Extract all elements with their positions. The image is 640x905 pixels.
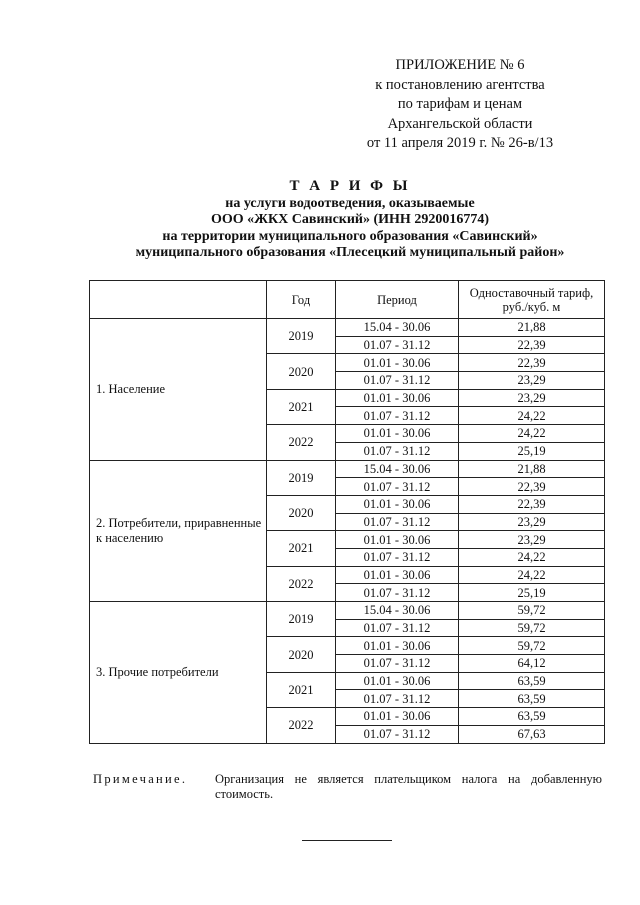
tariff-cell: 21,88	[459, 319, 605, 337]
period-cell: 01.07 - 31.12	[336, 655, 459, 673]
year-cell: 2021	[267, 389, 336, 424]
year-cell: 2022	[267, 425, 336, 460]
year-cell: 2021	[267, 672, 336, 707]
period-cell: 01.01 - 30.06	[336, 425, 459, 443]
year-cell: 2019	[267, 602, 336, 637]
tariff-cell: 22,39	[459, 495, 605, 513]
period-cell: 01.07 - 31.12	[336, 372, 459, 390]
tariff-cell: 23,29	[459, 372, 605, 390]
period-cell: 15.04 - 30.06	[336, 319, 459, 337]
year-cell: 2022	[267, 566, 336, 601]
tariff-cell: 59,72	[459, 619, 605, 637]
period-cell: 01.01 - 30.06	[336, 672, 459, 690]
appendix-line-resolution: к постановлению агентства	[375, 76, 545, 93]
appendix-line-region: Архангельской области	[387, 115, 533, 132]
note-label: Примечание.	[93, 772, 188, 786]
period-cell: 01.07 - 31.12	[336, 725, 459, 743]
tariff-cell: 23,29	[459, 389, 605, 407]
period-cell: 01.01 - 30.06	[336, 495, 459, 513]
table-row	[90, 319, 605, 337]
period-cell: 01.01 - 30.06	[336, 389, 459, 407]
tariff-cell: 22,39	[459, 336, 605, 354]
year-cell: 2022	[267, 708, 336, 743]
tariff-cell: 63,59	[459, 690, 605, 708]
period-cell: 01.07 - 31.12	[336, 619, 459, 637]
title-line-service: на услуги водоотведения, оказываемые	[225, 195, 475, 211]
header-year: Год	[267, 281, 336, 319]
category-cell: 1. Население	[90, 319, 267, 461]
period-cell: 15.04 - 30.06	[336, 460, 459, 478]
period-cell: 15.04 - 30.06	[336, 602, 459, 620]
table-row	[90, 460, 605, 478]
tariff-cell: 24,22	[459, 566, 605, 584]
tariff-table	[89, 280, 605, 744]
period-cell: 01.07 - 31.12	[336, 442, 459, 460]
year-cell: 2019	[267, 319, 336, 354]
appendix-header	[340, 56, 580, 154]
period-cell: 01.07 - 31.12	[336, 690, 459, 708]
tariff-cell: 63,59	[459, 672, 605, 690]
tariff-cell: 24,22	[459, 425, 605, 443]
category-cell: 3. Прочие потребители	[90, 602, 267, 744]
header-category	[90, 281, 267, 319]
document-title	[60, 178, 640, 262]
tariff-table-body	[90, 281, 605, 744]
tariff-cell: 21,88	[459, 460, 605, 478]
year-cell: 2021	[267, 531, 336, 566]
category-cell: 2. Потребители, приравненные к населению	[90, 460, 267, 602]
tariff-cell: 25,19	[459, 584, 605, 602]
year-cell: 2020	[267, 354, 336, 389]
appendix-line-agency: по тарифам и ценам	[397, 96, 523, 112]
table-header-row	[90, 281, 605, 319]
tariff-cell: 22,39	[459, 354, 605, 372]
tariff-cell: 59,72	[459, 637, 605, 655]
tariff-cell: 25,19	[459, 442, 605, 460]
tariff-cell: 59,72	[459, 602, 605, 620]
year-cell: 2020	[267, 637, 336, 672]
tariff-cell: 64,12	[459, 655, 605, 673]
period-cell: 01.07 - 31.12	[336, 513, 459, 531]
year-cell: 2019	[267, 460, 336, 495]
table-row	[90, 602, 605, 620]
period-cell: 01.01 - 30.06	[336, 637, 459, 655]
title-line-company: ООО «ЖКХ Савинский» (ИНН 2920016774)	[211, 212, 489, 227]
period-cell: 01.01 - 30.06	[336, 566, 459, 584]
tariff-cell: 67,63	[459, 725, 605, 743]
appendix-number: ПРИЛОЖЕНИЕ № 6	[395, 57, 525, 73]
title-heading: Т А Р И Ф Ы	[289, 178, 411, 194]
tariff-cell: 24,22	[459, 407, 605, 425]
appendix-line-date: от 11 апреля 2019 г. № 26-в/13	[366, 135, 554, 151]
period-cell: 01.01 - 30.06	[336, 708, 459, 726]
period-cell: 01.01 - 30.06	[336, 354, 459, 372]
period-cell: 01.07 - 31.12	[336, 478, 459, 496]
period-cell: 01.07 - 31.12	[336, 407, 459, 425]
period-cell: 01.01 - 30.06	[336, 531, 459, 549]
period-cell: 01.07 - 31.12	[336, 548, 459, 566]
tariff-cell: 22,39	[459, 478, 605, 496]
period-cell: 01.07 - 31.12	[336, 584, 459, 602]
tariff-cell: 23,29	[459, 513, 605, 531]
bottom-divider	[302, 840, 392, 841]
tariff-cell: 63,59	[459, 708, 605, 726]
note-text: Организация не является плательщиком налога на добавленную стоимость.	[215, 772, 602, 801]
tariff-cell: 23,29	[459, 531, 605, 549]
tariff-cell: 24,22	[459, 548, 605, 566]
title-line-territory: на территории муниципального образования «Савинский»	[162, 228, 538, 244]
year-cell: 2020	[267, 495, 336, 530]
header-period: Период	[336, 281, 459, 319]
header-tariff: Одноставочный тариф, руб./куб. м	[459, 281, 605, 319]
period-cell: 01.07 - 31.12	[336, 336, 459, 354]
title-line-district: муниципального образования «Плесецкий муниципальный район»	[135, 245, 565, 260]
